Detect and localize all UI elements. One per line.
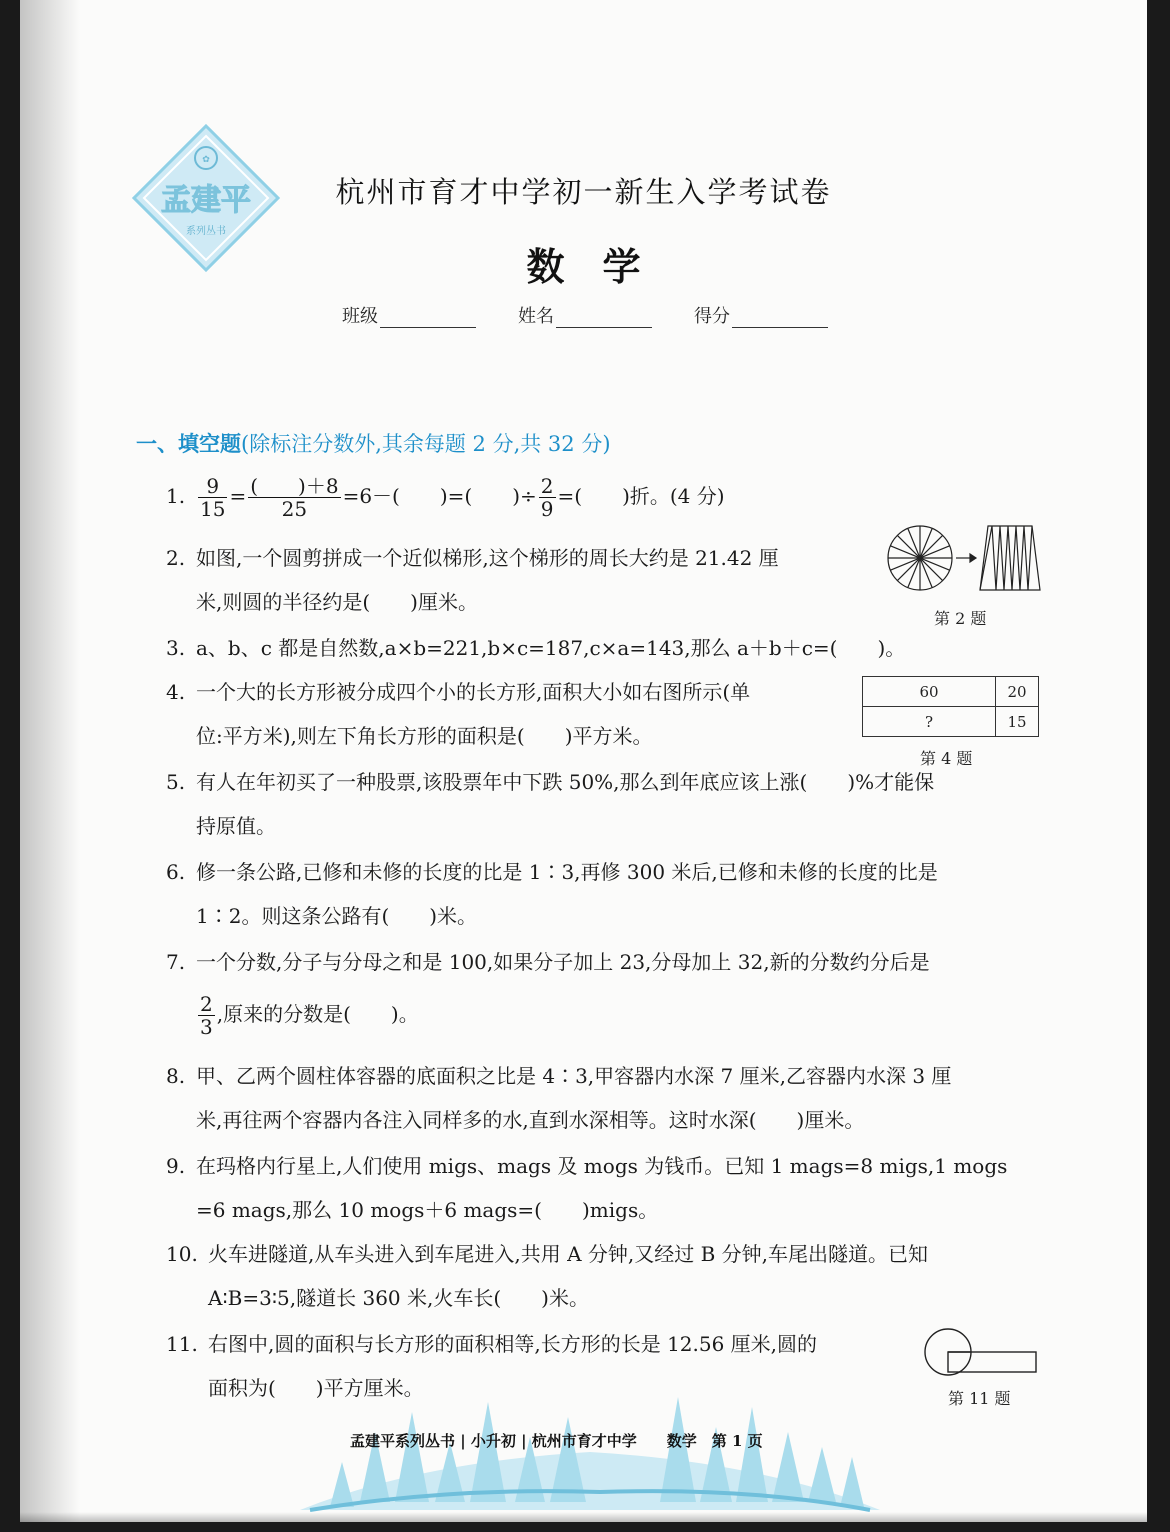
fraction: $\frac{2}{9}$ <box>540 474 554 521</box>
footer-text: 孟建平系列丛书 | 小升初 | 杭州市育才中学 数学 第 1 页 <box>350 1432 763 1450</box>
question-9 <box>166 1144 1046 1232</box>
exam-page <box>20 0 1147 1522</box>
question-number: 6. <box>166 860 186 884</box>
question-text: 面积为( )平方厘米。 <box>208 1376 424 1400</box>
question-number: 1. <box>166 484 186 508</box>
question-text: 米,再往两个容器内各注入同样多的水,直到水深相等。这时水深( )厘米。 <box>196 1108 865 1132</box>
question-text: 位:平方米),则左下角长方形的面积是( )平方米。 <box>196 724 653 748</box>
question-text: 如图,一个圆剪拼成一个近似梯形,这个梯形的周长大约是 21.42 厘 <box>196 546 779 570</box>
question-number: 8. <box>166 1064 186 1088</box>
question-text: 甲、乙两个圆柱体容器的底面积之比是 4∶3,甲容器内水深 7 厘米,乙容器内水深 3 厘 <box>196 1064 952 1088</box>
question-number: 10. <box>166 1242 198 1266</box>
exam-subject: 数学 <box>526 244 679 289</box>
student-info-row <box>342 302 828 328</box>
score-blank[interactable] <box>732 309 828 328</box>
exam-title: 杭州市育才中学初一新生入学考试卷 <box>335 175 832 209</box>
question-number: 11. <box>166 1332 198 1356</box>
footer-tree-decoration <box>300 1392 880 1512</box>
question-text: 1∶2。则这条公路有( )米。 <box>196 904 478 928</box>
question-10 <box>166 1232 1046 1320</box>
name-label: 姓名 <box>518 306 554 327</box>
score-field[interactable] <box>694 302 828 328</box>
fraction: $\frac{9}{15}$ <box>200 474 226 521</box>
question-text: 一个大的长方形被分成四个小的长方形,面积大小如右图所示(单 <box>196 680 751 704</box>
svg-text:✿: ✿ <box>202 155 210 165</box>
class-field[interactable] <box>342 302 476 328</box>
area-cell: 15 <box>996 707 1039 737</box>
question-number: 7. <box>166 950 186 974</box>
question-text: ,原来的分数是( )。 <box>216 1002 419 1026</box>
fraction: $\frac{( )+8}{25}$ <box>250 474 339 521</box>
circle-to-trapezoid-figure <box>886 522 1042 594</box>
question-2 <box>166 536 886 624</box>
svg-text:系列丛书: 系列丛书 <box>186 226 226 237</box>
section-title: 一、填空题 <box>136 431 241 456</box>
question-text: 火车进隧道,从车头进入到车尾进入,共用 A 分钟,又经过 B 分钟,车尾出隧道。已知 <box>208 1242 928 1266</box>
question-text: 在玛格内行星上,人们使用 migs、mags 及 mogs 为钱币。已知 1 mags=8 migs,1 mogs <box>196 1154 1008 1178</box>
class-label: 班级 <box>342 306 378 327</box>
question-text: =6 mags,那么 10 mogs＋6 mags=( )migs。 <box>196 1198 659 1222</box>
area-cell: 20 <box>996 677 1039 707</box>
question-number: 3. <box>166 636 186 660</box>
circle-rectangle-figure <box>922 1326 1042 1378</box>
score-label: 得分 <box>694 306 730 327</box>
section-note: (除标注分数外,其余每题 2 分,共 32 分) <box>241 432 611 456</box>
question-number: 4. <box>166 680 186 704</box>
question-number: 2. <box>166 546 186 570</box>
class-blank[interactable] <box>380 309 476 328</box>
question-7 <box>166 940 1046 1038</box>
question-8 <box>166 1054 1046 1142</box>
question-text: 修一条公路,已修和未修的长度的比是 1∶3,再修 300 米后,已修和未修的长度的比是 <box>196 860 938 884</box>
page-bottom-edge <box>20 1512 1147 1522</box>
question-text: 米,则圆的半径约是( )厘米。 <box>196 590 478 614</box>
question-5 <box>166 760 1046 848</box>
figure-4-caption: 第 4 题 <box>920 749 973 768</box>
question-6 <box>166 850 1046 938</box>
question-number: 5. <box>166 770 186 794</box>
name-field[interactable] <box>518 302 652 328</box>
question-text: 一个分数,分子与分母之和是 100,如果分子加上 23,分母加上 32,新的分数约分后是 <box>196 950 930 974</box>
figure-11-caption: 第 11 题 <box>948 1389 1011 1408</box>
question-text: 持原值。 <box>196 814 276 838</box>
name-blank[interactable] <box>556 309 652 328</box>
page-binding-shadow <box>20 0 80 1522</box>
question-number: 9. <box>166 1154 186 1178</box>
section-heading <box>136 428 611 458</box>
question-3 <box>166 626 1046 670</box>
question-text: 有人在年初买了一种股票,该股票年中下跌 50%,那么到年底应该上涨( )%才能保 <box>196 770 935 794</box>
question-4 <box>166 670 856 758</box>
area-cell-unknown: ? <box>863 707 996 737</box>
figure-2-caption: 第 2 题 <box>934 609 987 628</box>
question-1: 1. $\frac{9}{15}$ = $\frac{( )+8}{25}$ =6－( )=( )÷ $\frac{2}{9}$ =( )折。(4 分) <box>166 474 725 521</box>
question-text: A∶B=3∶5,隧道长 360 米,火车长( )米。 <box>208 1286 589 1310</box>
area-cell: 60 <box>863 677 996 707</box>
question-text: 右图中,圆的面积与长方形的面积相等,长方形的长是 12.56 厘米,圆的 <box>208 1332 818 1356</box>
question-text: a、b、c 都是自然数,a×b=221,b×c=187,c×a=143,那么 a＋b＋c=( )。 <box>196 636 906 660</box>
area-grid-figure <box>862 676 1039 737</box>
svg-text:孟建平: 孟建平 <box>161 183 251 218</box>
fraction: $\frac{2}{3}$ <box>200 992 213 1039</box>
